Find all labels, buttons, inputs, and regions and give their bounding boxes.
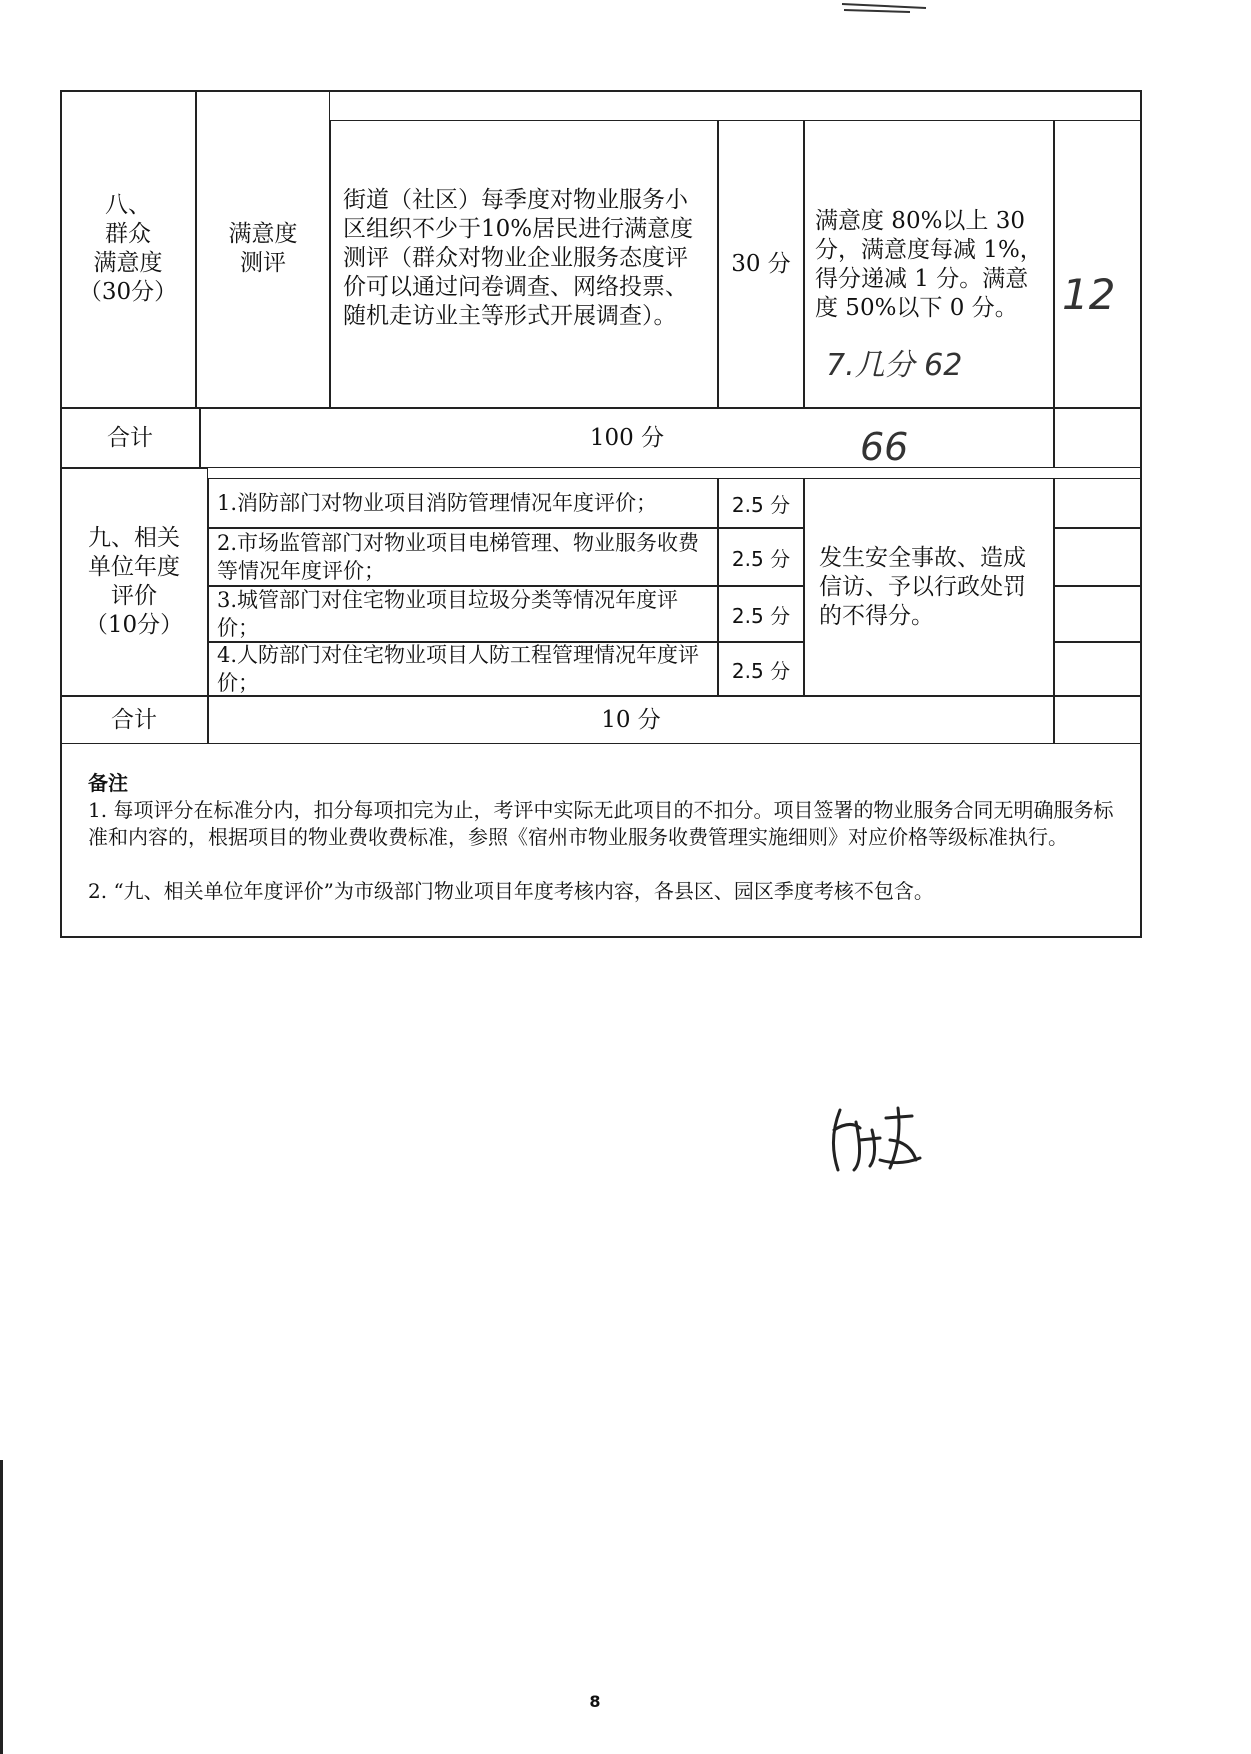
handwritten-score: 12 [1062,270,1116,319]
total1-label: 合计 [60,408,200,468]
section9-score-4: 2.5 分 [718,642,804,696]
notes-line-1: 1. 每项评分在标准分内，扣分每项扣完为止，考评中实际无此项目的不扣分。项目签署的物业服务合同无明确服务标准和内容的，根据项目的物业费收费标准，参照《宿州市物业服务收费管理实施细则》对应价格等级标准执行。 [88,798,1114,849]
section9-result-2 [1054,528,1142,586]
page-number: 8 [589,1692,601,1711]
total1-value: 100 分 [200,408,1054,468]
section9-score-3: 2.5 分 [718,586,804,642]
section8-standard: 满意度 80%以上 30 分，满意度每减 1%，得分递减 1 分。满意度 50%以下 0 分。 [804,120,1054,408]
section9-item-4: 4.人防部门对住宅物业项目人防工程管理情况年度评价； [208,642,718,696]
handwritten-note: 7.几分 62 [826,348,963,383]
section9-category: 九、相关 单位年度 评价 （10分） [60,468,208,696]
total1-result-cell [1054,408,1142,468]
section8-category: 八、 群众 满意度 （30分） [60,90,196,408]
notes-title: 备注 [88,771,128,795]
section8-item: 满意度 测评 [196,90,330,408]
section9-score-1: 2.5 分 [718,478,804,528]
section9-standard: 发生安全事故、造成信访、予以行政处罚的不得分。 [804,478,1054,696]
notes-line-2: 2. “九、相关单位年度评价”为市级部门物业项目年度考核内容，各县区、园区季度考核不包含。 [88,879,934,903]
total1-handwritten: 66 [860,425,909,469]
section9-result-4 [1054,642,1142,696]
section9-score-2: 2.5 分 [718,528,804,586]
section9-item-1: 1.消防部门对物业项目消防管理情况年度评价； [208,478,718,528]
section8-score: 30 分 [718,120,804,408]
section9-result-3 [1054,586,1142,642]
section9-item-2: 2.市场监管部门对物业项目电梯管理、物业服务收费等情况年度评价； [208,528,718,586]
total2-label: 合计 [60,696,208,744]
total2-value: 10 分 [208,696,1054,744]
section8-content: 街道（社区）每季度对物业服务小区组织不少于10%居民进行满意度测评（群众对物业企业服务态度评价可以通过问卷调查、网络投票、随机走访业主等形式开展调查）。 [330,120,718,408]
section9-result-1 [1054,478,1142,528]
total2-result-cell [1054,696,1142,744]
scan-mark-top [840,0,930,14]
section9-item-3: 3.城管部门对住宅物业项目垃圾分类等情况年度评价； [208,586,718,642]
handwritten-signature [820,1100,930,1180]
section8-result-cell [1054,120,1142,408]
scan-edge-line [0,1460,3,1754]
